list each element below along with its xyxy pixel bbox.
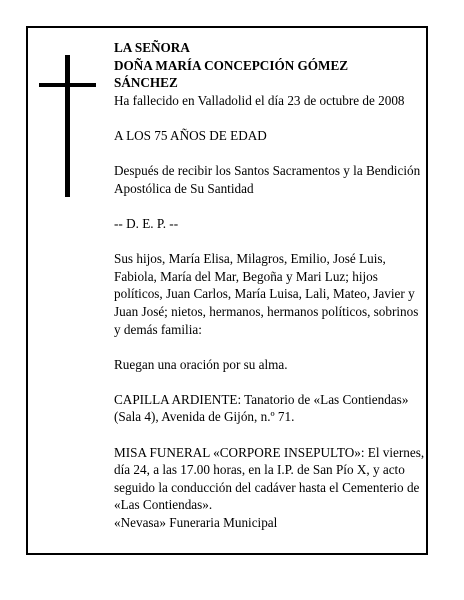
cross-vertical-bar bbox=[65, 55, 70, 197]
funeral-mass-info: MISA FUNERAL «CORPORE INSEPULTO»: El viernes, día 24, a las 17.00 horas, en la I.P. de San Pío X, y acto seguido la conducción del cadáver hasta el Cementerio de «Las Contiendas». bbox=[114, 444, 425, 513]
cross-horizontal-bar bbox=[39, 83, 96, 87]
family-list: Sus hijos, María Elisa, Milagros, Emilio, José Luis, Fabiola, María del Mar, Begoña y Mari Luz; hijos políticos, Juan Carlos, María Luisa, Lali, Mateo, Javier y Juan José; nietos, hermanos, hermanos políticos, sobrinos y demás familia: bbox=[114, 251, 419, 337]
death-statement: Ha fallecido en Valladolid el día 23 de octubre de 2008 bbox=[114, 92, 405, 108]
sacraments-statement: Después de recibir los Santos Sacramentos y la Bendición Apostólica de Su Santidad bbox=[114, 163, 421, 196]
obituary-text bbox=[114, 39, 426, 532]
funeral-home: «Nevasa» Funeraria Municipal bbox=[114, 515, 278, 531]
chapel-info: CAPILLA ARDIENTE: Tanatorio de «Las Contiendas» (Sala 4), Avenida de Gijón, n.º 71. bbox=[114, 391, 409, 425]
title: LA SEÑORA bbox=[114, 40, 190, 55]
prayer-request: Ruegan una oración por su alma. bbox=[114, 356, 288, 372]
age-statement: A LOS 75 AÑOS DE EDAD bbox=[114, 127, 267, 143]
deceased-name-line-1: DOÑA MARÍA CONCEPCIÓN GÓMEZ bbox=[114, 57, 349, 73]
deceased-name-line-2: SÁNCHEZ bbox=[114, 75, 178, 91]
rip-line: -- D. E. P. -- bbox=[114, 215, 179, 231]
